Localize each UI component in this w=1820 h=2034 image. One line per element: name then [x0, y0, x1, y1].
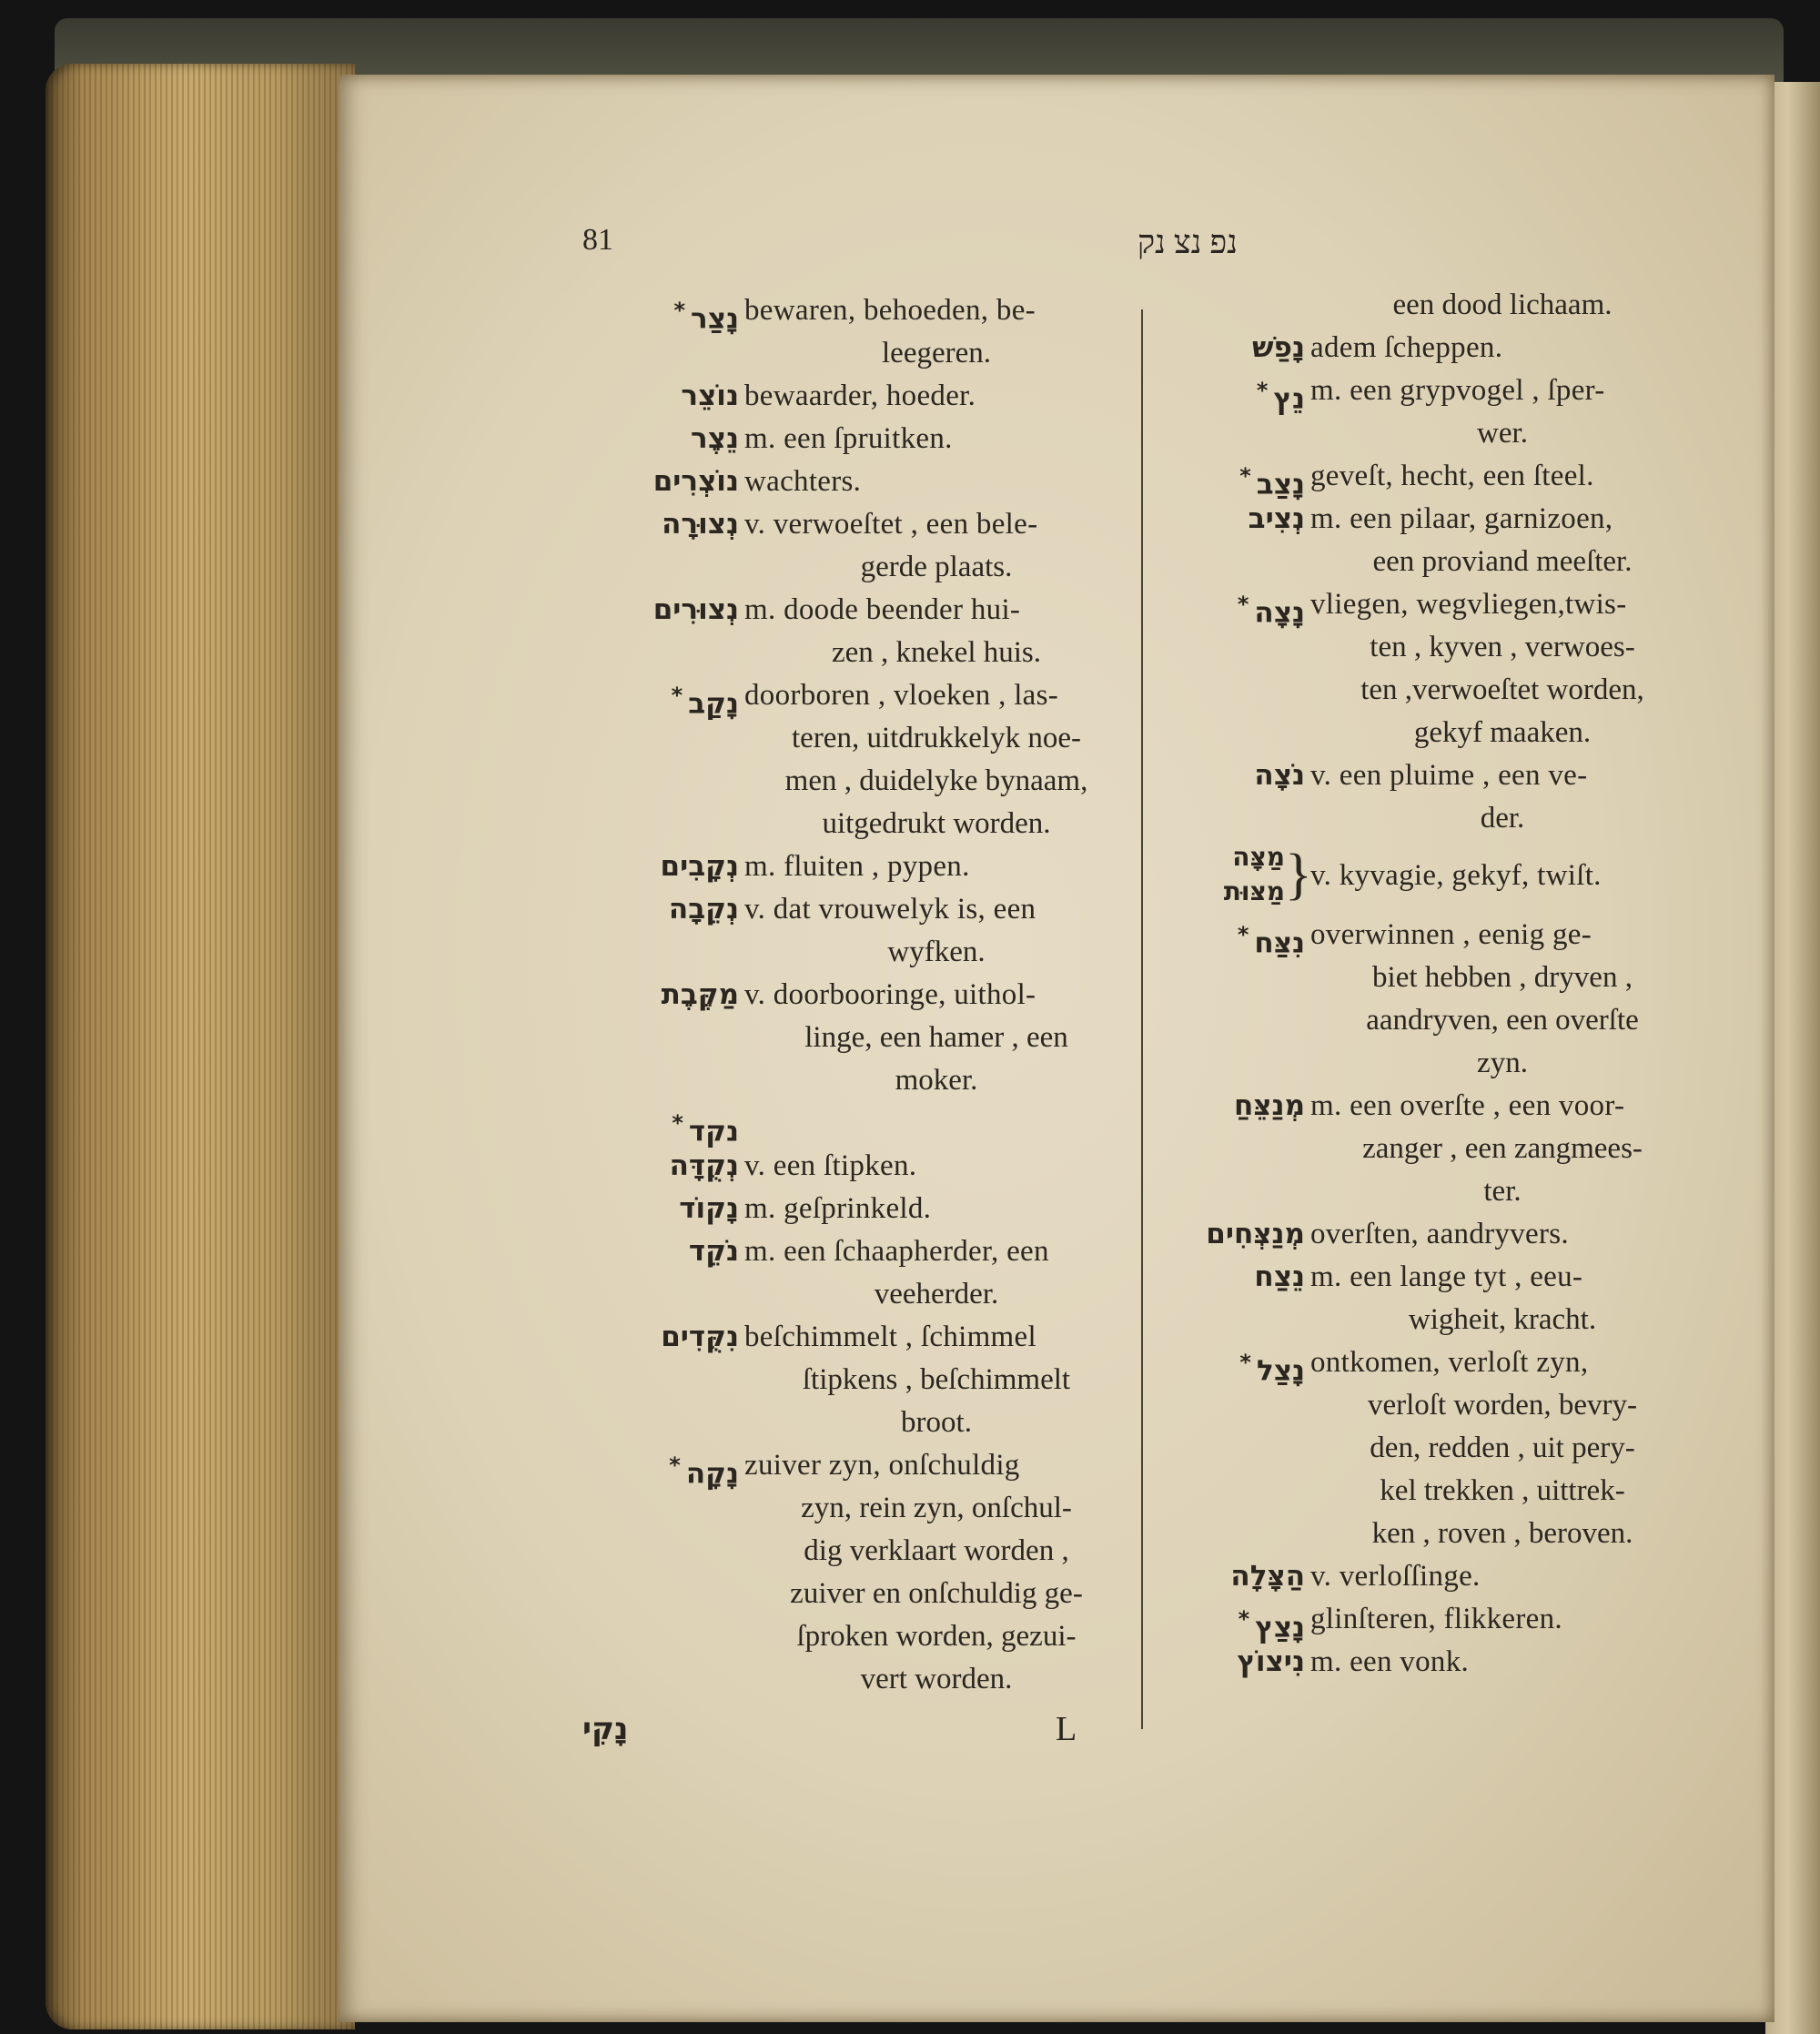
headword-text: נָצָה [1254, 596, 1305, 630]
headword [1257, 369, 1305, 420]
definition-continuation: kel trekken , uittrek- [1380, 1474, 1625, 1507]
definition-continuation: zuiver en onſchuldig ge- [790, 1577, 1083, 1610]
dictionary-entry [582, 503, 1128, 589]
catchword: נָקִי [582, 1711, 629, 1747]
dictionary-entry [1148, 284, 1694, 327]
definition: v. een pluime , een ve- [1310, 759, 1588, 792]
definition: overſten, aandryvers. [1310, 1218, 1569, 1250]
definition-continuation: moker. [895, 1064, 978, 1097]
dictionary-entry [582, 589, 1128, 674]
definition: m. geſprinkeld. [744, 1192, 932, 1225]
dictionary-entry [1148, 1085, 1694, 1213]
dictionary-entry [582, 1102, 1128, 1149]
definition: v. kyvagie, gekyf, twiſt. [1310, 859, 1602, 892]
dictionary-entry [582, 460, 1128, 503]
definition-continuation: leegeren. [882, 337, 991, 369]
headword [672, 674, 739, 725]
headword-text: נָצַב [1256, 468, 1305, 501]
right-column [1148, 284, 1694, 1684]
definition: v. verwoeſtet , een bele- [744, 508, 1038, 541]
dictionary-entry [1148, 583, 1694, 754]
definition: overwinnen , eenig ge- [1310, 918, 1592, 951]
definition-continuation: ter. [1483, 1175, 1522, 1208]
dictionary-entry [582, 289, 1128, 375]
definition: glinſteren, flikkeren. [1310, 1603, 1562, 1635]
headword: נְקָבִים [660, 850, 739, 883]
dictionary-entry [582, 674, 1128, 845]
running-head [582, 223, 1238, 268]
definition-continuation: den, redden , uit pery- [1370, 1432, 1635, 1464]
definition-continuation: ſtipkens , beſchimmelt [802, 1363, 1071, 1396]
definition-continuation: men , duidelyke bynaam, [784, 764, 1088, 797]
left-column [582, 289, 1128, 1701]
dictionary-entry [1148, 1341, 1694, 1555]
definition-continuation: zyn. [1477, 1047, 1528, 1079]
definition-continuation: broot. [901, 1406, 972, 1439]
definition-continuation: gerde plaats. [860, 551, 1013, 583]
definition-continuation: linge, een hamer , een [804, 1021, 1068, 1054]
definition-continuation: uitgedrukt worden. [822, 807, 1051, 840]
dictionary-entry [582, 845, 1128, 888]
headword: נְצִיב [1248, 502, 1305, 535]
definition: v. dat vrouwelyk is, een [744, 893, 1036, 926]
headword: נוֹצְרִים [652, 465, 739, 498]
definition: m. fluiten , pypen. [744, 850, 970, 883]
dictionary-entry [1148, 840, 1694, 914]
definition [744, 1102, 1128, 1145]
headword: נֹצָה [1254, 759, 1305, 792]
headword: מַצּוּת [1223, 876, 1285, 906]
headword: נִקֻּדִים [661, 1321, 739, 1353]
definition-continuation: veeherder. [874, 1278, 999, 1310]
definition-continuation: aandryven, een overſte [1366, 1004, 1639, 1037]
definition: m. een vonk. [1310, 1645, 1470, 1678]
headword: נְצוּרָה [662, 508, 739, 541]
definition-continuation: een proviand meeſter. [1372, 545, 1633, 578]
dictionary-entry [1148, 1598, 1694, 1644]
dictionary-entry [1148, 369, 1694, 455]
definition-continuation: ken , roven , beroven. [1371, 1517, 1633, 1550]
dictionary-entry [582, 375, 1128, 418]
definition-continuation: zanger , een zangmees- [1362, 1132, 1643, 1165]
dictionary-entry [1148, 1641, 1694, 1684]
definition-continuation: vert worden. [860, 1663, 1013, 1695]
headword: הַצָּלָה [1230, 1560, 1305, 1593]
definition: geveſt, hecht, een ſteel. [1310, 460, 1594, 492]
headword [1239, 1341, 1305, 1392]
headword: נֵצַח [1254, 1260, 1305, 1293]
root-star: * [1237, 922, 1249, 947]
definition: m. doode beender hui- [744, 593, 1021, 626]
headword-text: נֵץ [1273, 382, 1305, 416]
root-star: * [671, 683, 683, 708]
definition-continuation: biet hebben , dryven , [1372, 961, 1633, 994]
brace-mark: } [1285, 844, 1312, 906]
definition: m. een lange tyt , eeu- [1310, 1260, 1583, 1293]
definition: doorboren , vloeken , las- [744, 679, 1059, 712]
dictionary-entry [1148, 1555, 1694, 1598]
definition-continuation: ſproken worden, gezui- [796, 1620, 1077, 1653]
dictionary-entry [1148, 754, 1694, 840]
definition: v. een ſtipken. [744, 1149, 917, 1182]
headword: מְנַצֵּחַ [1233, 1089, 1305, 1122]
headword: נֵצֶר [691, 422, 739, 455]
headword-text: נָקָה [685, 1457, 739, 1491]
dictionary-entry [1148, 914, 1694, 1085]
headword: נוֹצֵר [681, 379, 739, 412]
headword-text: נָצַל [1256, 1354, 1305, 1388]
headword-text: נָצַר [691, 302, 739, 336]
definition-continuation: wyfken. [887, 936, 986, 968]
headword [673, 289, 739, 340]
definition-continuation: ten , kyven , verwoes- [1370, 631, 1635, 663]
definition: bewaren, behoeden, be- [744, 294, 1036, 327]
definition: m. een grypvogel , ſper- [1310, 374, 1605, 407]
headword-text: נָצַץ [1255, 1611, 1305, 1644]
dictionary-entry [582, 1316, 1128, 1444]
headword-group [1224, 840, 1285, 909]
headword-text: נקד [688, 1115, 739, 1149]
definition-continuation: zyn, rein zyn, onſchul- [801, 1492, 1072, 1524]
definition: adem ſcheppen. [1310, 331, 1503, 364]
dictionary-entry [1148, 1213, 1694, 1256]
headword: נָקוֹד [679, 1192, 739, 1225]
dictionary-entry [582, 974, 1128, 1102]
definition-continuation: teren, uitdrukkelyk noe- [792, 722, 1081, 754]
root-star: * [1238, 1606, 1250, 1632]
headword: נְצוּרִים [652, 593, 739, 626]
root-star: * [1239, 463, 1251, 489]
headword: נְקֵבָה [668, 893, 739, 926]
definition: wachters. [744, 465, 862, 498]
headword: מַקֶּבֶת [661, 978, 739, 1011]
dictionary-entry [582, 1145, 1128, 1188]
definition: v. doorbooringe, uithol- [744, 978, 1036, 1011]
headword: נִיצוֹץ [1237, 1645, 1305, 1678]
root-star: * [1237, 592, 1249, 617]
definition: m. een ſchaapherder, een [744, 1235, 1049, 1268]
headword [1238, 914, 1305, 965]
definition-continuation: wer. [1477, 417, 1528, 450]
dictionary-entry [1148, 327, 1694, 369]
headword: מְנַצְּחִים [1206, 1218, 1305, 1250]
definition-continuation: der. [1480, 802, 1525, 835]
definition-continuation: een dood lichaam. [1392, 288, 1613, 321]
headword: נָפַשׁ [1252, 331, 1305, 364]
root-star: * [673, 298, 686, 323]
root-star: * [1239, 1350, 1251, 1375]
definition: beſchimmelt , ſchimmel [744, 1321, 1036, 1353]
headword: נְקֻדָּה [669, 1149, 739, 1182]
headword [669, 1444, 739, 1495]
definition: v. verloſſinge. [1310, 1560, 1481, 1593]
definition-continuation: dig verklaart worden , [804, 1534, 1069, 1567]
definition: m. een ſpruitken. [744, 422, 953, 455]
definition-continuation: verloſt worden, bevry- [1368, 1389, 1637, 1422]
dictionary-entry [1148, 498, 1694, 583]
dictionary-entry [582, 418, 1128, 460]
dictionary-entry [1148, 455, 1694, 501]
page-block-edge [46, 64, 355, 2029]
definition: zuiver zyn, onſchuldig [744, 1449, 1020, 1482]
headword-text: נָקַב [688, 687, 739, 721]
root-star: * [672, 1110, 683, 1136]
definition-continuation: zen , knekel huis. [831, 636, 1042, 669]
root-star: * [1256, 378, 1269, 403]
definition-continuation: wigheit, kracht. [1408, 1303, 1597, 1336]
page-number: 81 [582, 223, 613, 257]
dictionary-entry [1148, 1256, 1694, 1341]
headword: נֹקֵד [688, 1235, 739, 1268]
head-letters: נפ נצ נק [1137, 224, 1238, 260]
dictionary-entry [582, 888, 1128, 974]
root-star: * [669, 1452, 681, 1478]
definition: vliegen, wegvliegen,twis- [1310, 588, 1627, 621]
definition-continuation: gekyf maaken. [1413, 716, 1592, 749]
dictionary-entry [582, 1188, 1128, 1230]
dictionary-entry [582, 1444, 1128, 1701]
headword: מַצָּה [1232, 842, 1285, 872]
definition: m. een overſte , een voor- [1310, 1089, 1625, 1122]
column-rule [1141, 309, 1143, 1729]
definition: bewaarder, hoeder. [744, 379, 976, 412]
definition-continuation: ten ,verwoeſtet worden, [1360, 673, 1644, 706]
dictionary-entry [582, 1230, 1128, 1316]
definition: ontkomen, verloſt zyn, [1310, 1346, 1589, 1379]
signature-mark: L [1056, 1710, 1077, 1748]
definition: m. een pilaar, garnizoen, [1310, 502, 1613, 535]
headword-text: נִצַּח [1254, 926, 1305, 960]
headword [1238, 583, 1305, 634]
